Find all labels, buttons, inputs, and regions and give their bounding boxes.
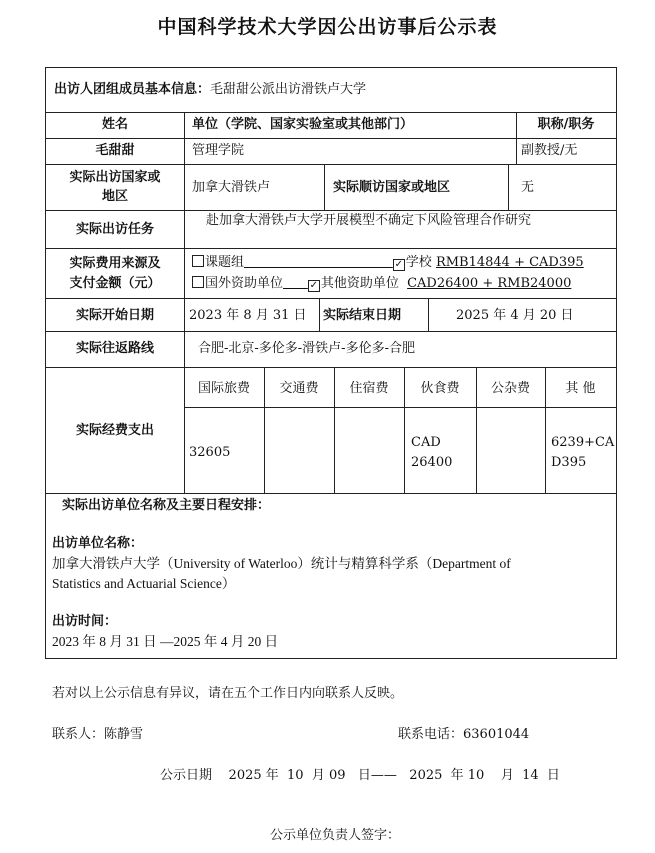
signature-line: 公示单位负责人签字： <box>270 828 401 843</box>
row-divider <box>46 331 616 332</box>
start-date-label: 实际开始日期 <box>75 308 154 323</box>
col-divider <box>428 298 429 331</box>
expense-header: 伙食费 <box>420 381 460 396</box>
disclosure-table <box>45 67 617 659</box>
expense-other-2: D395 <box>551 455 587 470</box>
funding-opt-project: 课题组 <box>205 255 245 270</box>
funding-blank <box>283 276 308 291</box>
group-info <box>54 81 366 98</box>
row-divider <box>46 210 616 211</box>
funding-opt-school: 学校 <box>405 255 432 270</box>
contact-label: 联系人： <box>52 727 105 742</box>
funding-label-1: 实际费用来源及 <box>69 256 161 271</box>
phone-number: 63601044 <box>463 727 530 742</box>
row-divider <box>184 407 616 408</box>
checkbox-checked: ✓ <box>394 259 403 270</box>
expense-header: 交通费 <box>279 381 319 396</box>
expenses-label: 实际经费支出 <box>75 423 154 438</box>
funding-label-2: 支付金额（元） <box>69 276 161 291</box>
phone-label: 联系电话： <box>398 727 464 742</box>
end-date-label: 实际结束日期 <box>323 308 402 323</box>
checkbox-unchecked <box>192 276 204 288</box>
countries-label-2: 地区 <box>101 189 128 204</box>
header-unit: 单位（学院、国家实验室或其他部门） <box>192 117 414 132</box>
col-divider <box>324 164 325 210</box>
funding-school-amount: RMB14844 + CAD395 <box>435 255 584 270</box>
expense-meals-2: 26400 <box>411 455 453 470</box>
row-divider <box>46 248 616 249</box>
countries-label-1: 实际出访国家或 <box>69 170 161 185</box>
task-value: 赴加拿大滑铁卢大学开展模型不确定下风险管理合作研究 <box>206 213 532 228</box>
route-value: 合肥-北京-多伦多-滑铁卢-多伦多-合肥 <box>198 341 415 356</box>
end-date-value: 2025 年 4 月 20 日 <box>456 308 574 323</box>
schedule-unit-line-2: Statistics and Actuarial Science） <box>52 576 236 591</box>
col-divider <box>319 298 320 331</box>
expense-international: 32605 <box>189 445 231 460</box>
member-name: 毛甜甜 <box>95 143 135 158</box>
publish-label: 公示日期 <box>160 768 213 783</box>
route-label: 实际往返路线 <box>75 341 154 356</box>
header-title: 职称/职务 <box>537 117 595 132</box>
transit-value: 无 <box>521 180 535 195</box>
row-divider <box>46 112 616 113</box>
row-divider <box>46 493 616 494</box>
schedule-heading: 实际出访单位名称及主要日程安排： <box>62 498 271 513</box>
row-divider <box>46 164 616 165</box>
row-divider <box>46 367 616 368</box>
group-info-value: 毛甜甜公派出访滑铁卢大学 <box>210 82 367 97</box>
expense-header: 其 他 <box>565 381 596 396</box>
header-name: 姓名 <box>101 117 128 132</box>
countries-value: 加拿大滑铁卢 <box>192 180 271 195</box>
funding-opt-other: 其他资助单位 <box>320 276 399 291</box>
funding-blank <box>244 255 393 270</box>
schedule-time-value: 2023 年 8 月 31 日 —2025 年 4 月 20 日 <box>52 634 279 649</box>
task-label: 实际出访任务 <box>75 222 154 237</box>
funding-line-1 <box>192 254 584 271</box>
schedule-unit-line-1: 加拿大滑铁卢大学（University of Waterloo）统计与精算科学系（Department of <box>52 556 511 571</box>
start-date-value: 2023 年 8 月 31 日 <box>189 308 307 323</box>
funding-line-2 <box>192 275 571 292</box>
expense-meals-1: CAD <box>411 435 441 450</box>
publish-date <box>160 764 560 783</box>
expense-header: 公杂费 <box>490 381 530 396</box>
row-divider <box>46 298 616 299</box>
col-divider <box>184 112 185 493</box>
schedule-unit-label: 出访单位名称： <box>52 536 144 551</box>
expense-header: 住宿费 <box>349 381 389 396</box>
member-unit: 管理学院 <box>192 143 245 158</box>
checkbox-unchecked <box>192 255 204 267</box>
checkbox-checked: ✓ <box>309 280 318 291</box>
col-divider <box>508 164 509 210</box>
objection-note: 若对以上公示信息有异议，请在五个工作日内向联系人反映。 <box>52 686 404 701</box>
member-title: 副教授/无 <box>521 143 578 158</box>
expense-header: 国际旅费 <box>197 381 250 396</box>
row-divider <box>46 138 616 139</box>
funding-opt-foreign: 国外资助单位 <box>205 276 284 291</box>
publish-range: 2025 年 10 月 09 日—— 2025 年 10 月 14 日 <box>228 768 560 783</box>
transit-label: 实际顺访国家或地区 <box>333 180 451 195</box>
funding-other-amount: CAD26400 + RMB24000 <box>407 276 572 291</box>
contact-name: 陈静雪 <box>104 727 144 742</box>
page-title: 中国科学技术大学因公出访事后公示表 <box>157 16 498 38</box>
contact-phone <box>398 723 529 742</box>
group-info-label: 出访人团组成员基本信息： <box>54 82 211 97</box>
schedule-time-label: 出访时间： <box>52 614 118 629</box>
expense-other-1: 6239+CA <box>551 435 615 450</box>
contact-person <box>52 723 143 742</box>
